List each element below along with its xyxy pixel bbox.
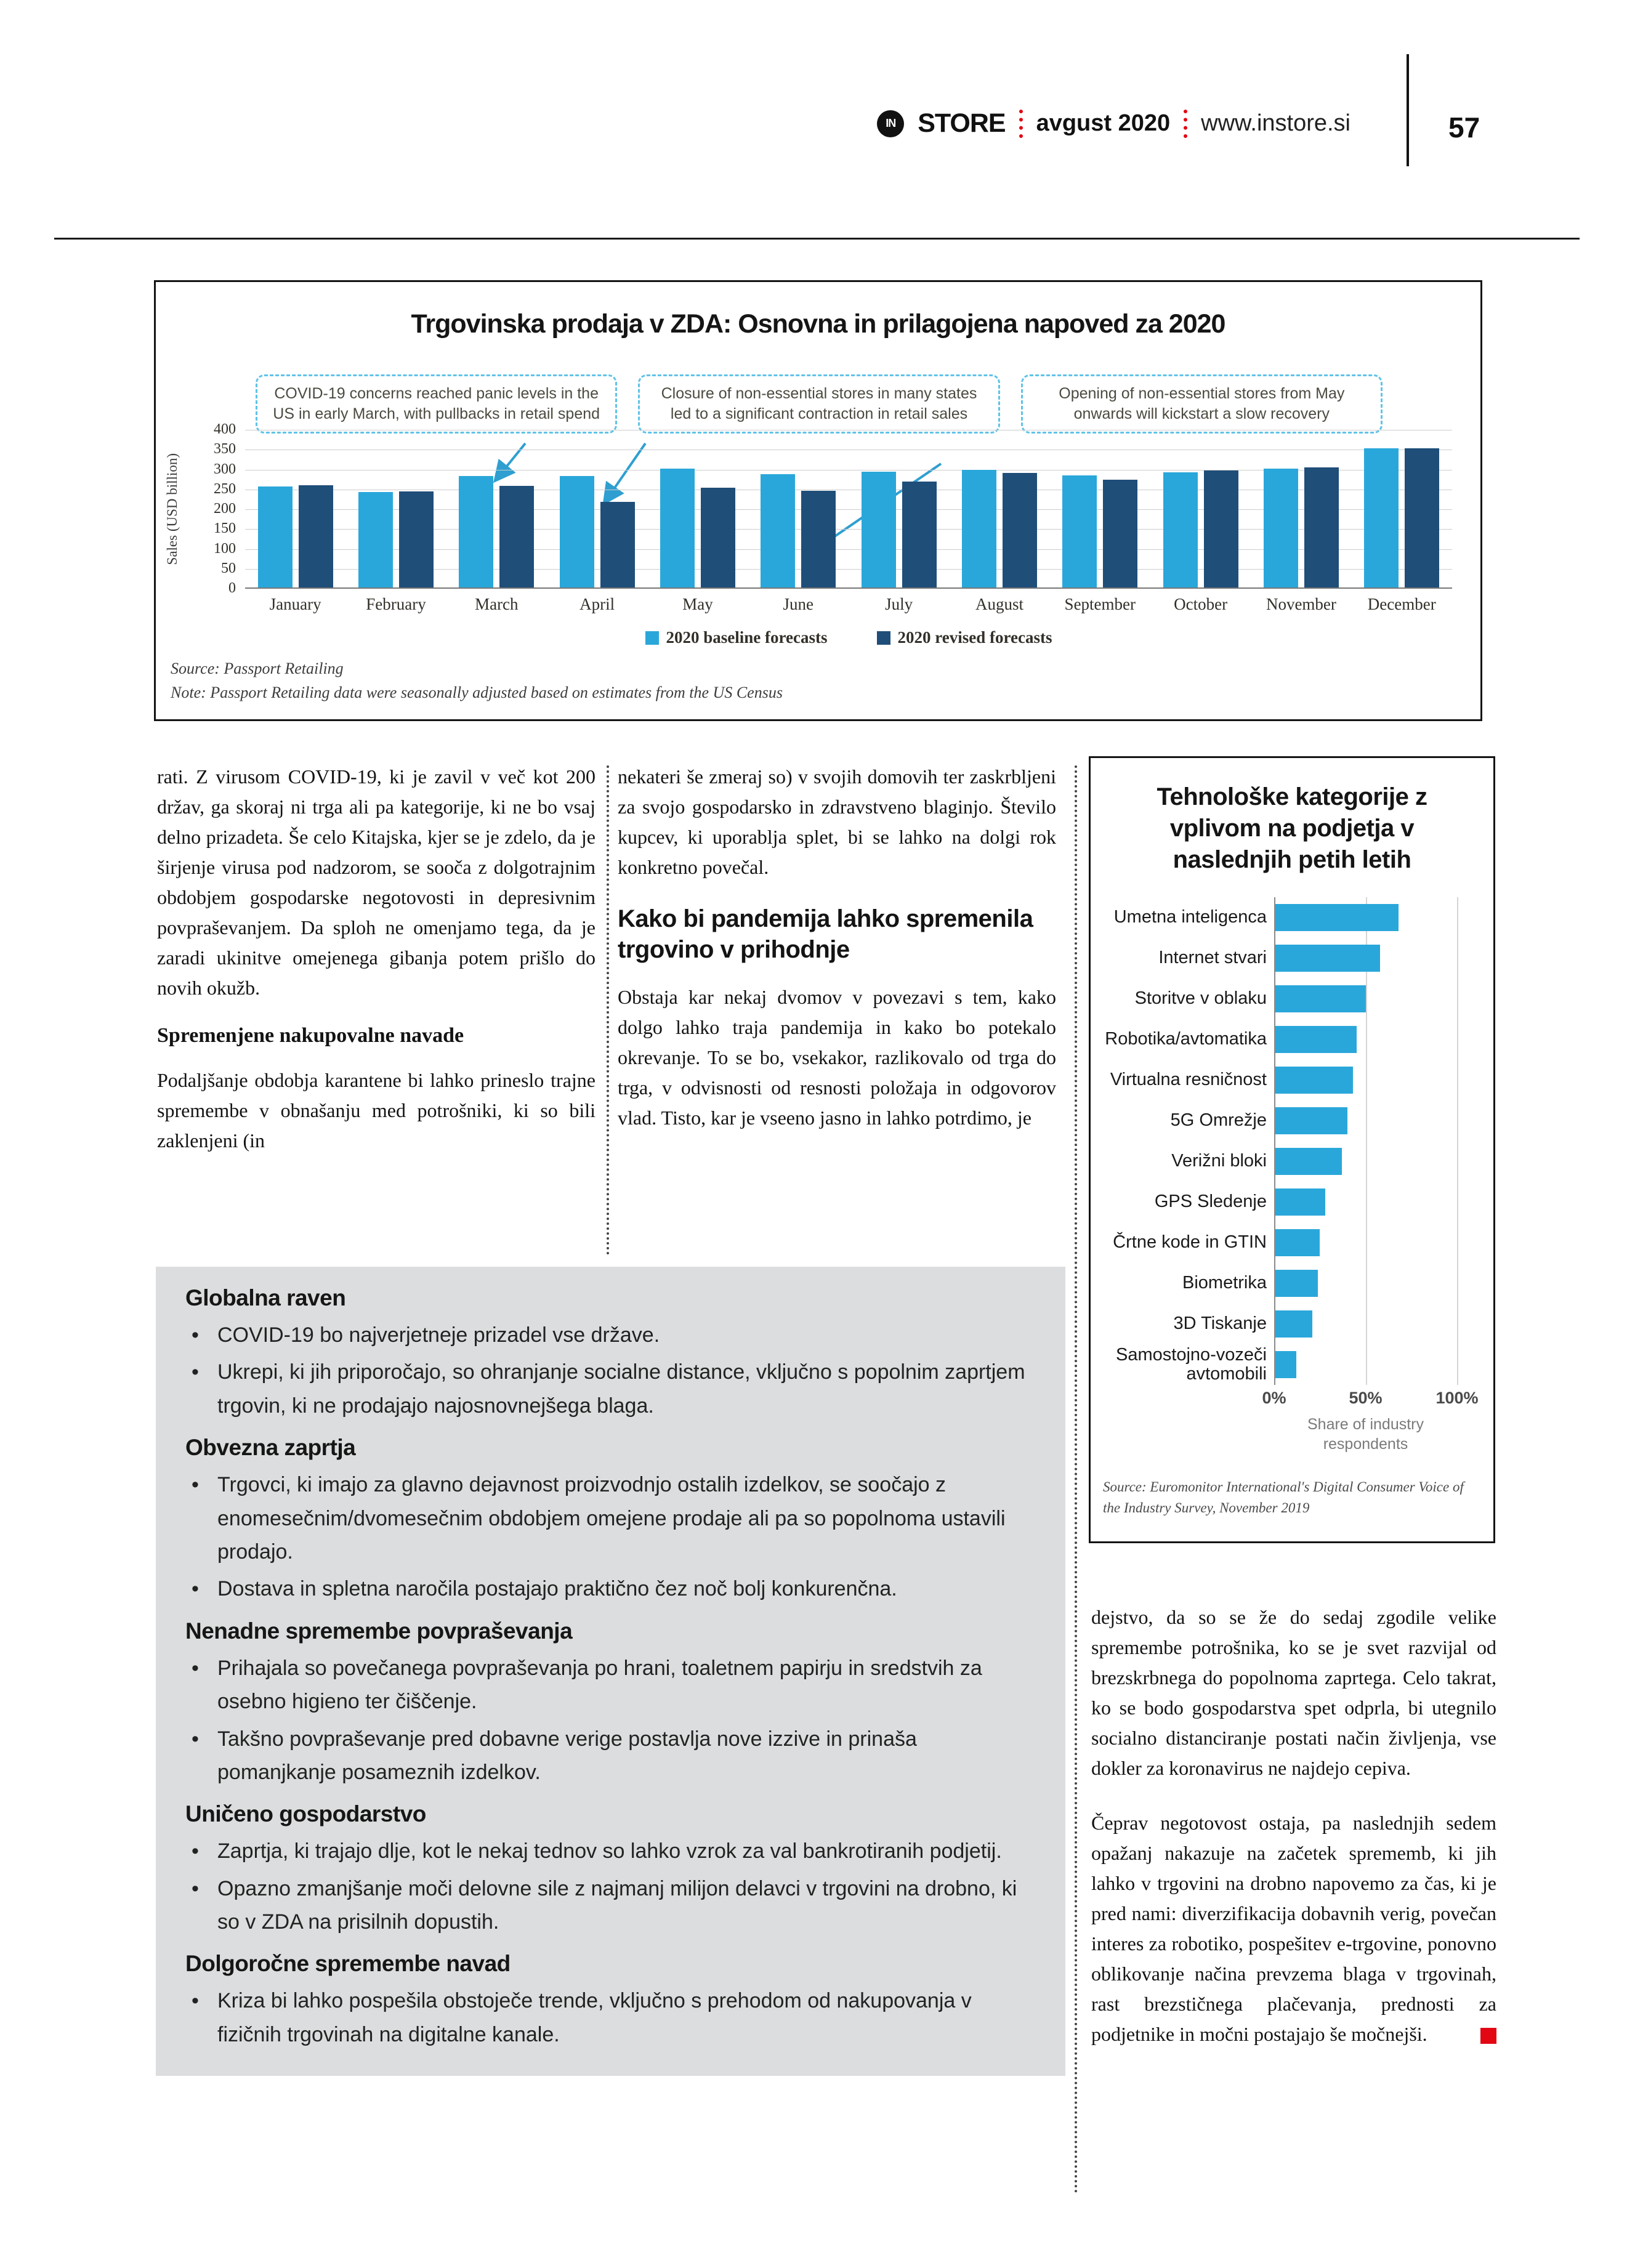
bar-october-revised — [1204, 470, 1238, 587]
tech-category-label: Virtualna resničnost — [1110, 1070, 1267, 1090]
tech-bar — [1274, 945, 1380, 972]
gray-section-heading: Obvezna zaprtja — [185, 1435, 356, 1461]
paragraph: rati. Z virusom COVID-19, ki je zavil v več kot 200 držav, ga skoraj ni trga ali pa kategorije, ki ne bo vsaj delno prizadeta. Še celo Kitajska, kjer se je zdelo, da je širjenje virusa pod nadzorom, se sooča z dolgotrajnim obdobjem gospodarske negotovosti in depresivnim povpraševanjem. Da sploh ne omenjamo tega, da je zaradi ukinitve omejenega gibanja potem prišlo do novih okužb. — [157, 765, 595, 999]
tech-row — [1091, 938, 1493, 979]
y-tick-label: 200 — [214, 501, 236, 517]
bar-group-march — [446, 430, 547, 587]
tech-category-label: Biometrika — [1182, 1273, 1267, 1293]
callout-slow-recovery: Opening of non-essential stores from May onwards will kickstart a slow recovery — [1021, 374, 1383, 434]
tech-row — [1091, 1222, 1493, 1263]
dotted-separator-icon — [1019, 110, 1023, 138]
issue-date: avgust 2020 — [1036, 110, 1171, 136]
legend-revised: 2020 revised forecasts — [877, 628, 1052, 647]
body-column-2 — [618, 762, 1056, 1133]
bar-august-revised — [1003, 473, 1037, 587]
website-link: www.instore.si — [1201, 110, 1350, 136]
x-tick-label: June — [783, 595, 814, 613]
tech-x-tick-label: 0% — [1262, 1388, 1286, 1407]
bar-group-august — [949, 430, 1049, 587]
bar-july-baseline — [862, 472, 896, 587]
paragraph: nekateri še zmeraj so) v svojih domovih ter zaskrbljeni za svojo gospodarsko in zdravstveno blaginjo. Število kupcev, ki uporablja splet, bi se lahko na dolgi rok konkretno povečal. — [618, 765, 1056, 878]
x-axis-labels — [245, 595, 1452, 614]
tech-bar — [1274, 1067, 1353, 1094]
tech-bar — [1274, 904, 1399, 931]
x-tick-label: February — [366, 595, 426, 613]
tech-row — [1091, 897, 1493, 938]
tech-bar — [1274, 1107, 1347, 1134]
tech-x-axis-ticks — [1091, 1389, 1493, 1414]
bar-plot-area — [245, 430, 1452, 589]
bar-group-may — [647, 430, 748, 587]
bar-may-baseline — [660, 469, 695, 588]
gray-section-heading: Globalna raven — [185, 1285, 346, 1310]
bullet-list — [185, 1984, 1036, 2051]
bullet-icon: • — [192, 1989, 199, 2013]
retail-forecast-chart — [154, 280, 1482, 721]
y-axis-ticks — [190, 421, 240, 596]
brand-title: STORE — [918, 108, 1006, 138]
tech-bar-track — [1274, 1026, 1457, 1053]
tech-row — [1091, 1019, 1493, 1060]
tech-bar-track — [1274, 985, 1457, 1012]
bar-october-baseline — [1163, 472, 1198, 587]
bar-group-january — [245, 430, 345, 587]
chart-title: Trgovinska prodaja v ZDA: Osnovna in prilagojena napoved za 2020 — [411, 309, 1225, 339]
list-item: • COVID-19 bo najverjetneje prizadel vse države. — [185, 1318, 1036, 1352]
bullet-list — [185, 1652, 1036, 1790]
y-tick-label: 300 — [214, 461, 236, 477]
bar-february-revised — [399, 491, 434, 587]
tech-category-label: Verižni bloki — [1171, 1151, 1267, 1171]
tech-category-label: 5G Omrežje — [1170, 1110, 1267, 1131]
tech-x-tick-label: 100% — [1435, 1388, 1479, 1407]
tech-bar-track — [1274, 945, 1457, 972]
legend-swatch-revised-icon — [877, 631, 890, 645]
list-item: • Trgovci, ki imajo za glavno dejavnost proizvodnjo ostalih izdelkov, se soočajo z enomesečnim/dvomesečnim obdobjem omejene prodaje ali pa so popolnoma ustavili prodajo. — [185, 1468, 1036, 1568]
tech-bar — [1274, 1026, 1357, 1053]
tech-row — [1091, 1344, 1493, 1385]
tech-x-tick-label: 50% — [1349, 1388, 1383, 1407]
bar-august-baseline — [962, 470, 996, 587]
x-tick-label: July — [885, 595, 913, 613]
chart-source-note — [171, 656, 783, 704]
bar-group-november — [1251, 430, 1351, 587]
callout-covid-concerns: COVID-19 concerns reached panic levels in the US in early March, with pullbacks in retail spend — [256, 374, 617, 434]
bar-february-baseline — [358, 492, 393, 587]
gray-section-heading: Uničeno gospodarstvo — [185, 1801, 426, 1827]
tech-category-label: Robotika/avtomatika — [1105, 1029, 1267, 1049]
tech-bar — [1274, 985, 1366, 1012]
bar-july-revised — [902, 482, 937, 587]
tech-category-label: 3D Tiskanje — [1173, 1314, 1267, 1334]
tech-row — [1091, 1263, 1493, 1304]
gridline — [1457, 897, 1458, 1385]
tech-bar-track — [1274, 1107, 1457, 1134]
paragraph: Podaljšanje obdobja karantene bi lahko prineslo trajne spremembe v obnašanju med potrošniki, ki so bili zaklenjeni (in — [157, 1069, 595, 1152]
list-item: • Zaprtja, ki trajajo dlje, kot le nekaj tednov so lahko vzrok za val bankrotiranih podjetij. — [185, 1834, 1036, 1868]
paragraph: dejstvo, da so se že do sedaj zgodile velike spremembe potrošnika, ko se je svet razvijal od brezskrbnega do popolnoma zaprtega. Celo takrat, ko se bodo gospodarstva spet odprla, bi utegnilo socialno distanciranje postati način življenja, vse dokler za koronavirus ne najdejo cepiva. — [1091, 1606, 1496, 1779]
bar-september-baseline — [1062, 475, 1097, 587]
bullet-icon: • — [192, 1473, 199, 1497]
bar-june-baseline — [761, 474, 795, 587]
bullet-icon: • — [192, 1839, 199, 1863]
x-tick-label: September — [1064, 595, 1136, 613]
bullet-icon: • — [192, 1876, 199, 1900]
tech-category-label: GPS Sledenje — [1154, 1192, 1267, 1212]
tech-row — [1091, 1100, 1493, 1141]
tech-bar-track — [1274, 1229, 1457, 1256]
tech-bar-track — [1274, 904, 1457, 931]
tech-bar — [1274, 1351, 1296, 1378]
y-tick-label: 400 — [214, 421, 236, 437]
list-item: • Prihajala so povečanega povpraševanja po hrani, toaletnem papirju in sredstvih za osebno higieno ter čiščenje. — [185, 1652, 1036, 1719]
tech-x-axis-label: Share of industry respondents — [1307, 1415, 1424, 1453]
bar-december-revised — [1405, 448, 1439, 587]
tech-category-label: Internet stvari — [1158, 948, 1267, 968]
bar-group-february — [345, 430, 446, 587]
bullet-icon: • — [192, 1323, 199, 1347]
chart-source: Source: Passport Retailing — [171, 660, 344, 677]
tech-bar-track — [1274, 1270, 1457, 1297]
x-tick-label: May — [682, 595, 713, 613]
gray-section-heading: Nenadne spremembe povpraševanja — [185, 1618, 573, 1644]
tech-bar-track — [1274, 1067, 1457, 1094]
bar-april-baseline — [560, 476, 594, 587]
covid-summary-box — [156, 1267, 1065, 2076]
tech-category-label: Samostojno-vozeči avtomobili — [1116, 1345, 1267, 1384]
bar-september-revised — [1103, 480, 1137, 587]
bullet-list — [185, 1468, 1036, 1606]
paragraph: Obstaja kar nekaj dvomov v povezavi s tem, kako dolgo lahko traja pandemija in kako bo potekalo okrevanje. To se bo, vsekakor, razlikovalo od trga do trga, v odvisnosti od resnosti položaja in odgovorov vlad. Tisto, kar je vseeno jasno in lahko potrdimo, je — [618, 986, 1056, 1129]
bullet-icon: • — [192, 1360, 199, 1384]
top-rule — [54, 238, 1580, 240]
tech-category-label: Storitve v oblaku — [1134, 988, 1267, 1009]
x-tick-label: August — [975, 595, 1023, 613]
tech-row — [1091, 1141, 1493, 1182]
y-tick-label: 0 — [228, 580, 236, 596]
list-item: • Opazno zmanjšanje moči delovne sile z najmanj milijon delavci v trgovini na drobno, ki so v ZDA na prisilnih dopustih. — [185, 1872, 1036, 1939]
tech-bar-track — [1274, 1351, 1457, 1378]
bullet-list — [185, 1834, 1036, 1939]
tech-chart-title: Tehnološke kategorije z vplivom na podjetja v naslednjih petih letih — [1157, 783, 1427, 874]
bar-january-revised — [299, 485, 333, 587]
legend-baseline: 2020 baseline forecasts — [645, 628, 828, 647]
tech-chart-source: Source: Euromonitor International's Digital Consumer Voice of the Industry Survey, November 2019 — [1103, 1479, 1464, 1516]
x-tick-label: March — [475, 595, 519, 613]
y-tick-label: 50 — [221, 560, 236, 576]
list-item: • Kriza bi lahko pospešila obstoječe trende, vključno s prehodom od nakupovanja v fizičnih trgovinah na digitalne kanale. — [185, 1984, 1036, 2051]
list-item: • Takšno povpraševanje pred dobavne verige postavlja nove izzive in prinaša pomanjkanje posameznih izdelkov. — [185, 1722, 1036, 1790]
tech-categories-chart — [1089, 756, 1495, 1543]
chart-note: Note: Passport Retailing data were seasonally adjusted based on estimates from the US Census — [171, 684, 783, 701]
x-tick-label: December — [1367, 595, 1436, 613]
column-divider — [607, 765, 609, 1255]
tech-bar-chart — [1091, 897, 1493, 1385]
bar-november-baseline — [1264, 469, 1298, 588]
bullet-icon: • — [192, 1727, 199, 1751]
bar-group-july — [849, 430, 949, 587]
column-divider — [1075, 765, 1077, 2194]
instore-logo-icon: IN — [877, 110, 904, 137]
tech-bar-rows — [1091, 897, 1493, 1385]
bar-group-october — [1150, 430, 1251, 587]
y-tick-label: 100 — [214, 540, 236, 557]
dotted-separator-icon — [1184, 110, 1187, 138]
x-tick-label: January — [269, 595, 321, 613]
end-mark-icon — [1480, 2028, 1496, 2044]
bar-june-revised — [801, 491, 836, 587]
page-number: 57 — [1448, 111, 1480, 143]
bar-march-baseline — [459, 476, 493, 587]
tech-bar-track — [1274, 1148, 1457, 1175]
bar-december-baseline — [1364, 448, 1399, 587]
x-tick-label: October — [1174, 595, 1228, 613]
bullet-icon: • — [192, 1656, 199, 1680]
tech-bar — [1274, 1188, 1325, 1216]
y-axis-label: Sales (USD billion) — [164, 453, 180, 565]
tech-y-axis — [1274, 897, 1275, 1385]
bar-april-revised — [600, 502, 635, 587]
tech-bar — [1274, 1270, 1318, 1297]
tech-category-label: Umetna inteligenca — [1113, 907, 1267, 927]
list-item: • Ukrepi, ki jih priporočajo, so ohranjanje socialne distance, vključno s popolnim zaprtjem trgovin, ki ne prodajajo najosnovnejšega blaga. — [185, 1355, 1036, 1423]
tech-row — [1091, 979, 1493, 1019]
x-tick-label: November — [1266, 595, 1336, 613]
legend-swatch-baseline-icon — [645, 631, 659, 645]
y-tick-label: 250 — [214, 480, 236, 497]
chart-legend — [245, 628, 1452, 647]
bar-march-revised — [499, 486, 534, 587]
bar-group-december — [1352, 430, 1452, 587]
list-item: • Dostava in spletna naročila postajajo praktično čez noč bolj konkurenčna. — [185, 1572, 1036, 1605]
tech-bar-track — [1274, 1188, 1457, 1216]
page-header — [877, 108, 1350, 139]
y-tick-label: 150 — [214, 520, 236, 537]
tech-row — [1091, 1304, 1493, 1344]
body-column-1 — [157, 762, 595, 1156]
body-column-3 — [1091, 1602, 1496, 2052]
tech-bar-track — [1274, 1310, 1457, 1338]
y-tick-label: 350 — [214, 441, 236, 458]
section-heading: Spremenjene nakupovalne navade — [157, 1024, 464, 1047]
tech-bar — [1274, 1148, 1342, 1175]
paragraph: Čeprav negotovost ostaja, pa naslednjih sedem opažanj nakazuje na začetek sprememb, ki jih lahko v trgovini na drobno napovemo za čas, ki je pred nami: diverzifikacija dobavnih verig, povečan interes za robotiko, pospešitev e-trgovine, ponovno oblikovanje načina prevzema blaga v trgovinah, rast brezstičnega plačevanja, prednosti za podjetnike in močni postajajo še močnejši. — [1091, 1812, 1496, 2045]
bullet-icon: • — [192, 1577, 199, 1601]
tech-row — [1091, 1060, 1493, 1100]
header-divider — [1407, 54, 1409, 166]
bar-group-april — [547, 430, 647, 587]
tech-row — [1091, 1182, 1493, 1222]
callout-store-closures: Closure of non-essential stores in many states led to a significant contraction in retail sales — [638, 374, 999, 434]
bar-january-baseline — [258, 486, 293, 587]
tech-bar — [1274, 1229, 1320, 1256]
x-tick-label: April — [579, 595, 615, 613]
chart-callouts — [256, 374, 1383, 434]
tech-bar — [1274, 1310, 1312, 1338]
bullet-list — [185, 1318, 1036, 1423]
bar-november-revised — [1304, 467, 1339, 587]
bar-group-september — [1050, 430, 1150, 587]
bar-group-june — [748, 430, 849, 587]
section-heading: Kako bi pandemija lahko spremenila trgovino v prihodnje — [618, 905, 1033, 963]
bar-may-revised — [701, 488, 735, 587]
tech-category-label: Črtne kode in GTIN — [1113, 1232, 1267, 1253]
gray-section-heading: Dolgoročne spremembe navad — [185, 1951, 511, 1977]
